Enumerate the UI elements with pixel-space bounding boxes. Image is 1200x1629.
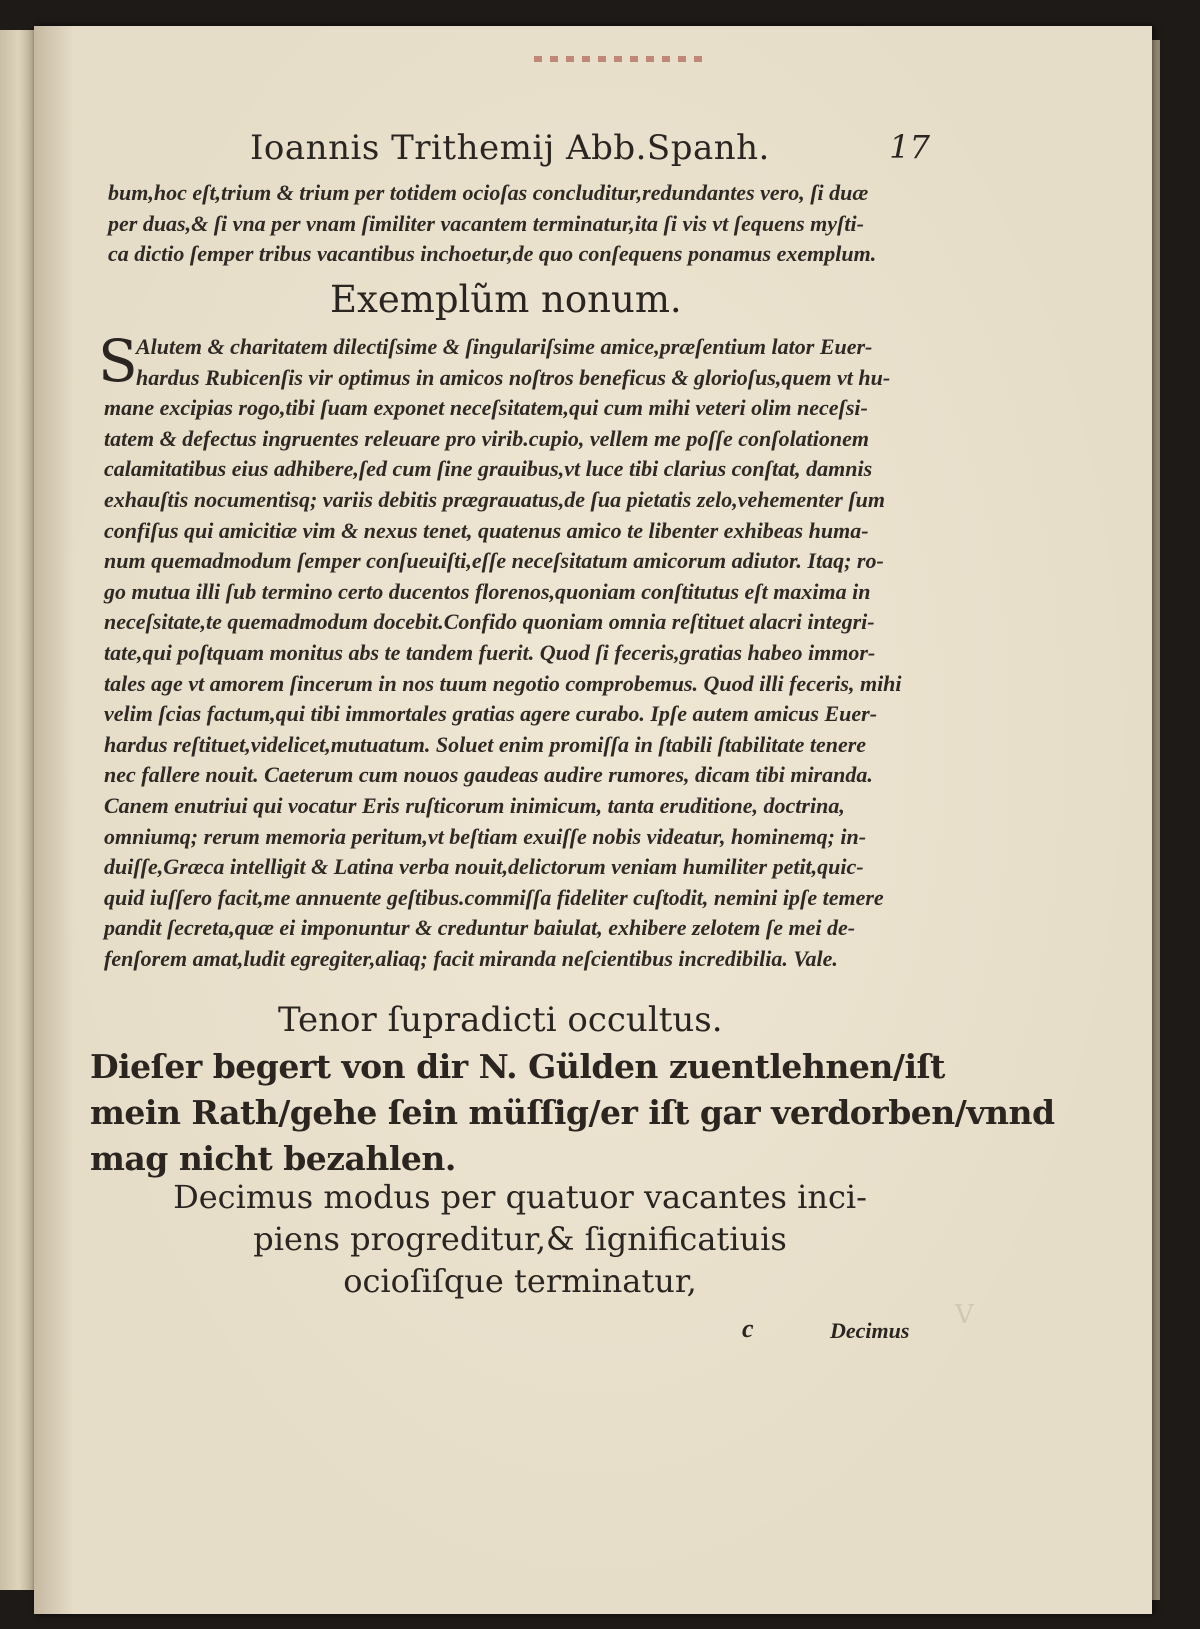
text-line: piens progreditur,& ſignificatiuis: [253, 1220, 787, 1258]
text-line: ca dictio ſemper tribus vacantibus inchoetur,de quo conſequens ponamus exemplum.: [108, 241, 877, 267]
text-line: mane excipias rogo,tibi ſuam exponet neceſsitatem,qui cum mihi veteri olim neceſsi-: [104, 395, 868, 421]
text-line: omniumq; rerum memoria peritum,vt beſtiam exuiſſe nobis videatur, hominemq; in-: [104, 823, 867, 849]
letter-paragraph: [104, 332, 944, 974]
top-paragraph: [108, 178, 940, 270]
text-line: hardus reſtituet,videlicet,mutuatum. Soluet enim promiſſa in ſtabili ſtabilitate tenere: [104, 731, 867, 757]
german-blackletter-text: [90, 1044, 1055, 1182]
text-line: ocioſiſque terminatur,: [343, 1262, 697, 1300]
section-heading-exemplum: Exemplũm nonum.: [330, 278, 682, 321]
decimus-paragraph: [130, 1176, 910, 1302]
text-line: hardus Rubicenſis vir optimus in amicos noſtros beneficus & glorioſus,quem vt hu-: [136, 364, 891, 390]
drop-cap: S: [98, 327, 138, 395]
text-line: neceſsitate,te quemadmodum docebit.Confido quoniam omnia reſtituet alacri integri-: [104, 609, 875, 635]
text-line: go mutua illi ſub termino certo ducentos florenos,quoniam conſtitutus eſt maxima in: [104, 578, 871, 604]
red-ink-mark: [534, 56, 704, 62]
running-head-title: Ioannis Trithemij Abb.Spanh.: [250, 128, 770, 168]
text-line: fenſorem amat,ludit egregiter,aliaq; facit miranda neſcientibus incredibilia. Vale.: [104, 945, 838, 971]
text-line: calamitatibus eius adhibere,ſed cum ſine grauibus,vt luce tibi clarius conſtat, damnis: [104, 456, 873, 482]
text-line: quid iuſſero facit,me annuente geſtibus.commiſſa fideliter cuſtodit, nemini ipſe temere: [104, 884, 884, 910]
text-line: Canem enutriui qui vocatur Eris ruſticorum inimicum, tanta eruditione, doctrina,: [104, 792, 845, 818]
text-line: pandit ſecreta,quæ ei imponuntur & creduntur baiulat, exhibere zelotem ſe mei de-: [104, 915, 856, 941]
text-line: Decimus modus per quatuor vacantes inci-: [173, 1178, 867, 1216]
text-line: Alutem & charitatem dilectiſsime & ſingulariſsime amice,præſentium lator Euer-: [136, 334, 873, 359]
show-through-mark: V: [955, 1300, 974, 1330]
text-line: velim ſcias factum,qui tibi immortales gratias agere curabo. Ipſe autem amicus Euer-: [104, 701, 878, 727]
running-head: [250, 128, 930, 174]
text-line: bum,hoc eſt,trium & trium per totidem ocioſas concluditur,redundantes vero, ſi duæ: [108, 180, 869, 205]
text-line: mag nicht bezahlen.: [90, 1139, 456, 1178]
section-heading-tenor: Tenor ſupradicti occultus.: [278, 1000, 723, 1040]
text-line: duiſſe,Græca intelligit & Latina verba nouit,delictorum veniam humiliter petit,quic-: [104, 854, 864, 880]
text-line: Dieſer begert von dir N. Gülden zuentlehnen/iſt: [90, 1047, 945, 1086]
text-line: per duas,& ſi vna per vnam ſimiliter vacantem terminatur,ita ſi vis vt ſequens myſti-: [108, 210, 864, 236]
text-line: mein Rath/gehe ſein müſſig/er iſt gar verdorben/vnnd: [90, 1093, 1055, 1132]
text-line: tales age vt amorem ſincerum in nos tuum negotio comprobemus. Quod illi feceris, mihi: [104, 670, 902, 696]
page-number: 17: [889, 128, 930, 166]
catchword: Decimus: [830, 1318, 910, 1343]
text-line: exhauſtis nocumentisq; variis debitis prægrauatus,de ſua pietatis zelo,vehementer ſum: [104, 486, 886, 512]
text-line: num quemadmodum ſemper conſueuiſti,eſſe neceſsitatum amicorum adiutor. Itaq; ro-: [104, 548, 884, 574]
text-line: tatem & defectus ingruentes releuare pro virib.cupio, vellem me poſſe conſolationem: [104, 425, 870, 451]
text-line: tate,qui poſtquam monitus abs te tandem fuerit. Quod ſi feceris,gratias habeo immor-: [104, 639, 876, 665]
text-line: nec fallere nouit. Caeterum cum nouos gaudeas audire rumores, dicam tibi miranda.: [104, 762, 873, 788]
facing-page-edge: [0, 30, 34, 1590]
signature-mark: c: [742, 1314, 754, 1343]
text-line: confiſus qui amicitiæ vim & nexus tenet, quatenus amico te libenter exhibeas huma-: [104, 517, 869, 543]
